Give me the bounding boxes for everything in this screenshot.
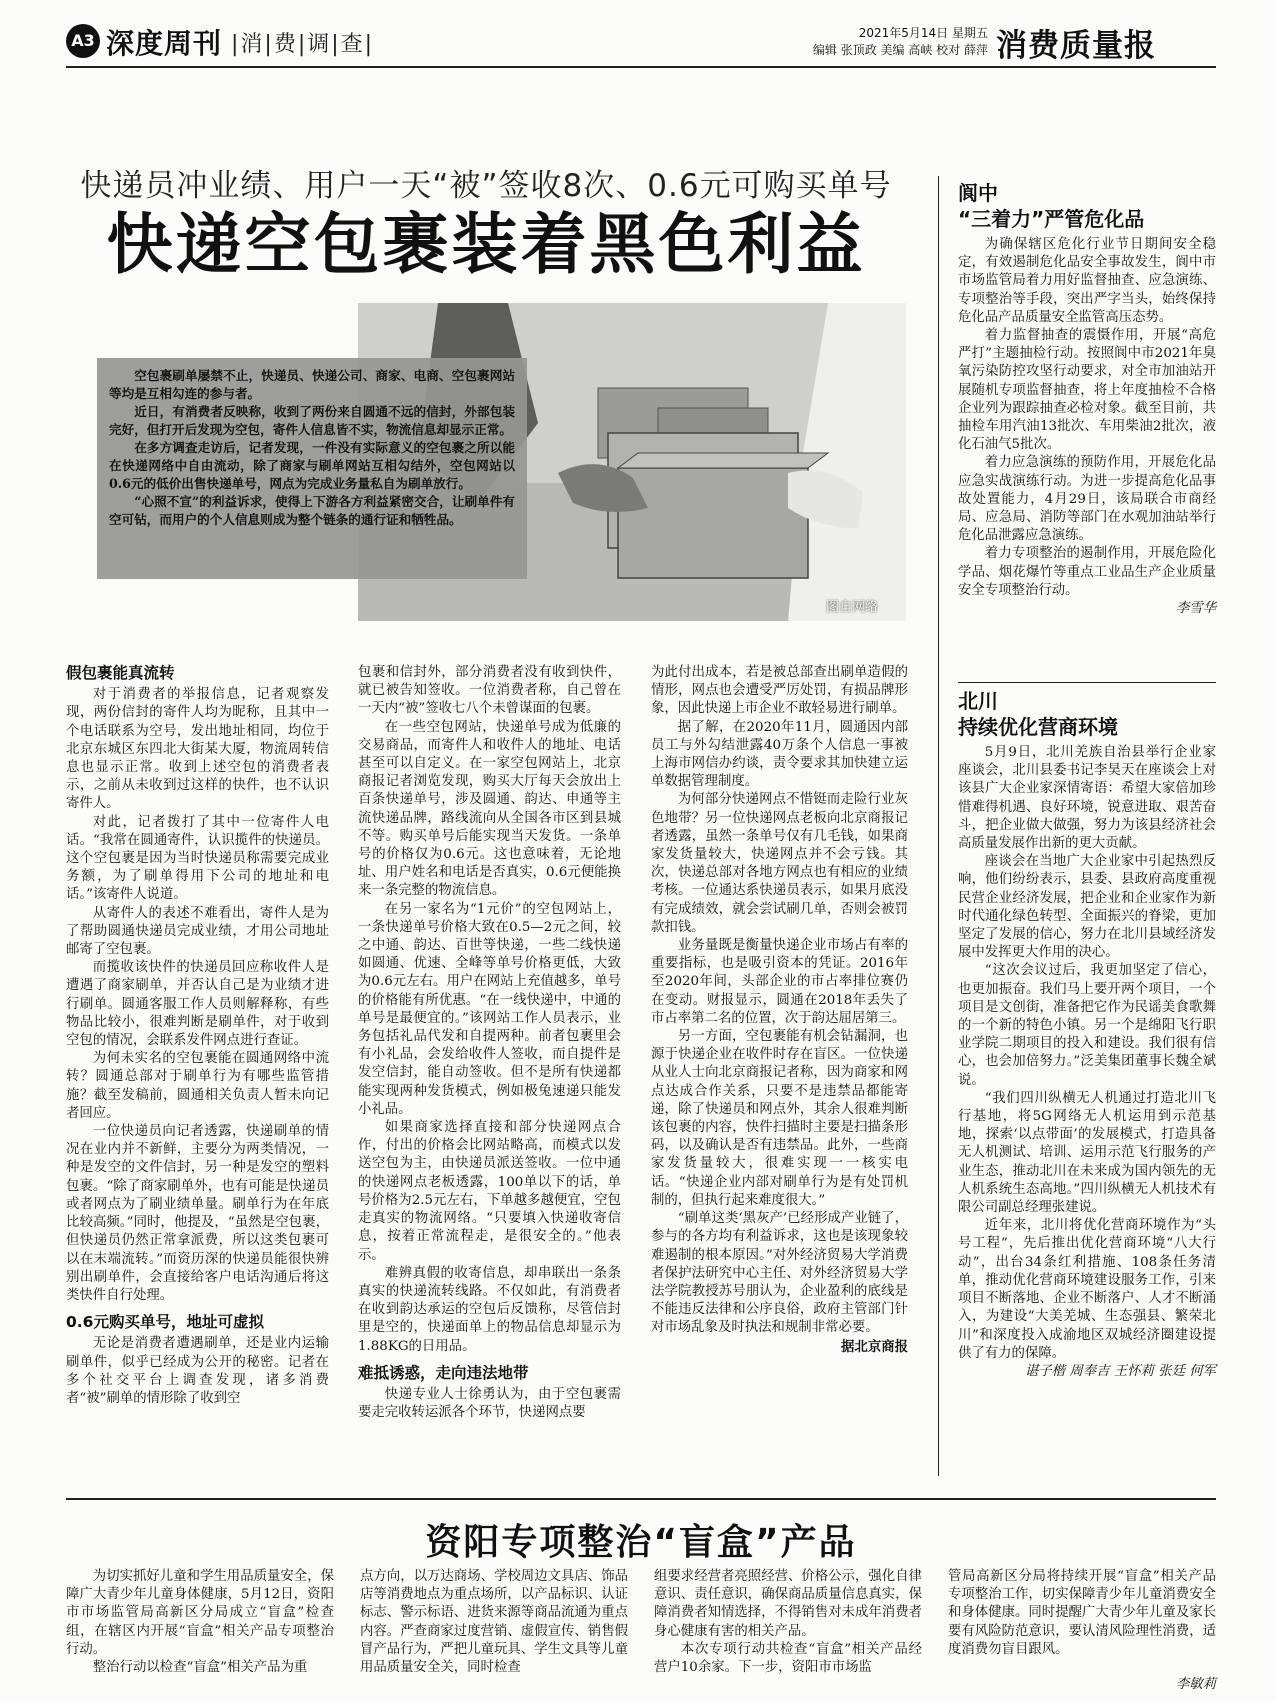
bottom-section-rule	[66, 1498, 1216, 1500]
summary-paragraph: “心照不宣”的利益诉求，使得上下游各方利益紧密交合，让刷单件有空可钻，而用户的个人信息则成为整个链条的通行证和牺牲品。	[109, 494, 515, 527]
article-paragraph: 无论是消费者遭遇刷单，还是业内运输刷单件，似乎已经成为公开的秘密。记者在多个社交平台上调查发现，诸多消费者“被”刷单的情形除了收到空	[66, 1336, 329, 1406]
lead-summary-box	[97, 358, 527, 579]
masthead	[66, 18, 1216, 64]
article-paragraph: 业务量既是衡量快递企业市场占有率的重要指标，也是吸引资本的凭证。2016年至2020年间，头部企业的市占率排位赛仍在变动。财报显示，圆通在2018年丢失了市占率第二名的位置，次于韵达屈居第三。	[651, 938, 908, 1026]
article-column-2	[358, 664, 621, 1422]
section-heading: 难抵诱惑，走向违法地带	[358, 1363, 529, 1382]
article-paragraph: 难辨真假的收寄信息，却串联出一条条真实的快递流转线路。不仅如此，有消费者在收到韵达承运的空包后反馈称，尽管信封里是空的，快递面单上的物品信息却显示为1.88KG的日用品。	[358, 1265, 621, 1354]
sidebar-place: 北川	[958, 689, 998, 713]
bottom-paragraph: 组要求经营者亮照经营、价格公示，强化自律意识、责任意识，确保商品质量信息真实，保障消费者知情选择，不得销售对未成年消费者身心健康有害的相关产品。	[654, 1569, 922, 1639]
bottom-column	[360, 1568, 628, 1677]
sidebar-title: “三着力”严管危化品	[958, 207, 1145, 231]
bottom-title: 资阳专项整治“盲盒”产品	[425, 1522, 857, 1563]
article-column-1	[66, 664, 329, 1408]
page-number: A3	[71, 31, 95, 50]
sidebar-divider	[938, 176, 939, 1476]
bottom-paragraph: 管局高新区分局将持续开展“盲盒”相关产品专项整治工作，切实保障青少年儿童消费安全和身体健康。同时提醒广大青少年儿童及家长要有风险防范意识，要认清风险理性消费，适度消费勿盲目跟风。	[948, 1569, 1216, 1657]
article-paragraph: 在另一家名为“1元价”的空包网站上，一条快递单号价格大致在0.5—2元之间，较之中通、韵达、百世等快递，一些二线快递如圆通、优速、全峰等单号价格更低，大致为0.6元左右。用户在网站上充值越多，单号的价格能有所优惠。“在一线快递中，中通的单号是最便宜的。”该网站工作人员表示，业务包括礼品代发和自提两种。前者包裹里会有小礼品，会发给收件人签收，而自提件是发空信封，能自动签收。但不是所有快递都能实现两种发货模式，例如极兔速递只能发小礼品。	[358, 901, 621, 1117]
sidebar-paragraph: 着力专项整治的遏制作用，开展危险化学品、烟花爆竹等重点工业品生产企业质量安全专项整治行动。	[958, 546, 1216, 598]
header-rule	[66, 66, 1216, 68]
sidebar-paragraph: “我们四川纵横无人机通过打造北川飞行基地，将5G网络无人机运用到示范基地，探索‘以点带面’的发展模式，打造具备无人机测试、培训、运用示范飞行服务的产业生态，推动北川在未来成为国内领先的无人机系统生态高地。”四川纵横无人机技术有限公司副总经理张建说。	[958, 1090, 1216, 1216]
lead-summary	[109, 367, 515, 529]
sidebar-place: 阆中	[958, 181, 998, 205]
paper-name: 消费质量报	[996, 28, 1156, 64]
article-paragraph: 据了解，在2020年11月，圆通因内部员工与外勾结泄露40万条个人信息一事被上海市网信办约谈，责令要求其加快建立运单数据管理制度。	[651, 719, 908, 790]
sidebar-author: 谌子楷 周奉吉 王怀莉 张廷 何军	[1024, 1363, 1216, 1379]
article-paragraph: 对于消费者的举报信息，记者观察发现，两份信封的寄件人均为昵称，且其中一个电话联系为空号，发出地址相同，均位于北京东城区东四北大街某大厦，物流周转信息也显示正常。收到上述空包的消费者表示，之前从未收到过这样的快件，也不认识寄件人。	[66, 687, 329, 812]
article-paragraph: 快递专业人士徐勇认为，由于空包裹需要走完收转运派各个环节，快递网点要	[358, 1386, 621, 1421]
summary-paragraph: 空包裹刷单屡禁不止，快递员、快递公司、商家、电商、空包裹网站等均是互相勾连的参与者。	[109, 368, 515, 401]
sidebar-paragraph: “这次会议过后，我更加坚定了信心，也更加振奋。我们马上要开两个项目，一个项目是文创街，准备把它作为民谣美食歌舞的一个新的特色小镇。另一个是绵阳飞行职业学院二期项目的投入和建设。我们很有信心，也会加倍努力。”泛美集团董事长魏全斌说。	[958, 963, 1216, 1088]
sidebar-body	[958, 744, 1216, 1381]
article-paragraph: 在一些空包网站，快递单号成为低廉的交易商品，而寄件人和收件人的地址、电话甚至可以自定义。在一家空包网站上，北京商报记者浏览发现，购买大厅每天会放出上百条快递单号，涉及圆通、韵达、申通等主流快递品牌，路线流向从全国各市区到县城不等。购买单号后能实现当天发货。一条单号的价格仅为0.6元。这也意味着，无论地址、用户姓名和电话是否真实，0.6元便能换来一条完整的物流信息。	[358, 719, 621, 899]
article-paragraph: 另一方面，空包裹能有机会钻漏洞，也源于快递企业在收件时存在盲区。一位快递从业人士向北京商报记者称，因为商家和网点达成合作关系，只要不是违禁品都能寄递，除了快递员和网点外，其余人很难判断该包裹的内容，快件扫描时主要是扫描条形码，以及确认是否有违禁品。此外，一些商家发货量较大，很难实现一一核实电话。“快递企业内部对刷单行为是有处罚机制的，但执行起来难度很大。”	[651, 1029, 908, 1208]
article-paragraph: 一位快递员向记者透露，快递刷单的情况在业内并不新鲜，主要分为两类情况，一种是发空的文件信封，另一种是发空的塑料包裹。“除了商家刷单外，也有可能是快递员或者网点为了刷业绩单量。刷单行为在年底比较高频。”同时，他提及，“虽然是空包裹，但快递员仍然正常拿派费，所以这类包裹可以在末端流转。”而资历深的快递员能很快辨别出刷单件，会直接给客户电话沟通后将这类快件自行处理。	[66, 1124, 329, 1303]
article-paragraph: 从寄件人的表述不难看出，寄件人是为了帮助圆通快递员完成业绩，才用公司地址邮寄了空包裹。	[66, 905, 329, 958]
summary-paragraph: 在多方调查走访后，记者发现，一件没有实际意义的空包裹之所以能在快递网络中自由流动，除了商家与刷单网站互相勾结外，空包网站以0.6元的低价出售快递单号，网点为完成业务量私自为刷单放行。	[109, 440, 515, 491]
bottom-paragraph: 为切实抓好儿童和学生用品质量安全，保障广大青少年儿童身体健康，5月12日，资阳市市场监管局高新区分局成立“盲盒”检查组，在辖区内开展“盲盒”相关产品专项整治行动。	[66, 1569, 334, 1657]
bottom-column	[66, 1568, 334, 1677]
bottom-article-body	[66, 1568, 1216, 1698]
sidebar-paragraph: 近年来，北川将优化营商环境作为“头号工程”，先后推出优化营商环境“八大行动”，出台34条红利措施、108条任务清单，推动优化营商环境建设服务工作，引来项目不断落地、企业不断落户、人才不断涌入，为建设“大美羌城、生态强县、繁荣北川”和深度投入成渝地区双城经济圈建设提供了有力的保障。	[958, 1218, 1216, 1361]
sidebar-body	[958, 236, 1216, 618]
sidebar-title: 持续优化营商环境	[958, 715, 1118, 739]
page-number-badge	[66, 24, 100, 58]
staff-line: 编辑 张顶政 美编 高峡 校对 薛萍	[812, 43, 988, 57]
sidebar-beichuan	[958, 688, 1216, 1381]
sidebar-paragraph: 着力监督抽查的震慑作用，开展“高危严打”主题抽检行动。按照阆中市2021年臭氧污染防控攻坚行动要求，对全市加油站开展随机专项监督抽查，将上年度抽检不合格企业列为跟踪抽查必检对象。截至目前，共抽检车用汽油13批次、车用柴油2批次，液化石油气5批次。	[958, 328, 1216, 453]
article-column-3	[651, 664, 908, 1356]
section-heading: 0.6元购买单号，地址可虚拟	[66, 1313, 264, 1332]
summary-paragraph: 近日，有消费者反映称，收到了两份来自圆通不远的信封，外部包装完好，但打开后发现为空包，寄件人信息皆不实，物流信息却显示正常。	[109, 404, 515, 437]
sidebar-langzhong	[958, 180, 1216, 618]
article-paragraph: 为何部分快递网点不惜铤而走险行业灰色地带？另一位快递网点老板向北京商报记者透露，虽然一条单号仅有几毛钱，如果商家发货量较大，快递网点并不会亏钱。其次，快递总部对各地方网点也有相应的业绩考核。一位通达系快递员表示，如果月底没有完成绩效，就会尝试刷几单，否则会被罚款扣钱。	[651, 792, 908, 935]
main-subtitle: 快递员冲业绩、用户一天“被”签收8次、0.6元可购买单号	[80, 168, 892, 204]
subsection-title: |消|费|调|查|	[231, 32, 375, 57]
section-title: 深度周刊	[106, 27, 223, 60]
sidebar-paragraph: 着力应急演练的预防作用，开展危化品应急实战演练行动。为进一步提高危化品事故处置能力，4月29日，该局联合市商经局、应急局、消防等部门在水观加油站举行危化品泄露应急演练。	[958, 455, 1216, 544]
article-paragraph: 而揽收该快件的快递员回应称收件人是遭遇了商家刷单，并否认自己是为业绩才进行刷单。圆通客服工作人员则解释称，有些物品比较小，很难判断是刷单件，对于收到空包的情况，会联系发件网点进行查证。	[66, 960, 329, 1049]
sidebar-paragraph: 5月9日，北川羌族自治县举行企业家座谈会，北川县委书记李昊天在座谈会上对该县广大企业家深情寄语：希望大家倍加珍惜难得机遇、良好环境，锐意进取、艰苦奋斗，把企业做大做强，努力为该县经济社会高质量发展作出新的更大贡献。	[958, 745, 1216, 852]
main-title: 快递空包裹装着黑色利益	[106, 206, 866, 283]
bottom-paragraph: 本次专项行动共检查“盲盒”相关产品经营户10余家。下一步，资阳市市场监	[654, 1641, 922, 1676]
section-heading: 假包裹能真流转	[66, 664, 175, 682]
bottom-paragraph: 点方向，以万达商场、学校周边文具店、饰品店等消费地点为重点场所，以产品标识、认证标志、警示标语、进货来源等商品流通为重点内容。严查商家过度营销、虚假宣传、销售假冒产品行为，严把儿童玩具、学生文具等儿童用品质量安全关，同时检查	[360, 1569, 628, 1676]
sidebar-section-rule	[958, 682, 1216, 683]
article-paragraph: 包裹和信封外，部分消费者没有收到快件，就已被告知签收。一位消费者称，自己曾在一天内“被”签收七八个未曾谋面的包裹。	[358, 665, 621, 717]
sidebar-paragraph: 为确保辖区危化行业节日期间安全稳定，有效遏制危化品安全事故发生，阆中市市场监管局着力用好监督抽查、应急演练、专项整治等手段，突出严字当头，始终保持危化品产品质量安全监管高压态势。	[958, 237, 1216, 325]
article-paragraph: 如果商家选择直接和部分快递网点合作，付出的价格会比网站略高，而模式以发送空包为主，由快递员派送签收。一位中通的快递网点老板透露，100单以下的话，单号价格为2.5元左右，下单越多越便宜，空包走真实的物流网络。“只要填入快递收寄信息，按着正常流程走，是很安全的。”他表示。	[358, 1120, 621, 1263]
article-paragraph: 为此付出成本，若是被总部查出刷单造假的情形，网点也会遭受严厉处罚，有损品牌形象，因此快递上市企业不敢轻易进行刷单。	[651, 665, 908, 717]
bottom-author: 李敏莉	[1175, 1677, 1216, 1692]
article-paragraph: “刷单这类‘黑灰产’已经形成产业链了，参与的各方均有利益诉求，这也是该现象较难遏制的根本原因。”对外经济贸易大学消费者保护法研究中心主任、对外经济贸易大学法学院教授苏号朋认为，企业盈利的底线是不能违反法律和公序良俗，政府主管部门针对市场乱象及时执法和规制非常必要。	[651, 1211, 908, 1336]
sidebar-paragraph: 座谈会在当地广大企业家中引起热烈反响，他们纷纷表示，县委、县政府高度重视民营企业经济发展，把企业和企业家作为新时代通化绿色转型、全面振兴的脊梁，更加坚定了发展的信心，努力在北川县域经济发展中发挥更大作用的决心。	[958, 854, 1216, 961]
article-paragraph: 对此，记者拨打了其中一位寄件人电话。“我常在圆通寄件，认识揽件的快递员。这个空包裹是因为当时快递员称需要完成业务额，为了刷单得用下公司的地址和电话。”该寄件人说道。	[66, 814, 329, 903]
photo-credit: 图自网络	[826, 600, 879, 615]
bottom-column	[948, 1568, 1216, 1659]
date-line: 2021年5月14日 星期五	[858, 26, 988, 40]
sidebar-author: 李雪华	[1175, 601, 1216, 617]
bottom-column	[654, 1568, 922, 1677]
article-paragraph: 为何未实名的空包裹能在圆通网络中流转？圆通总部对于刷单行为有哪些监管措施？截至发稿前，圆通相关负责人暂未向记者回应。	[66, 1051, 329, 1121]
article-source: 据北京商报	[841, 1338, 908, 1355]
bottom-paragraph: 整治行动以检查“盲盒”相关产品为重	[92, 1660, 308, 1676]
